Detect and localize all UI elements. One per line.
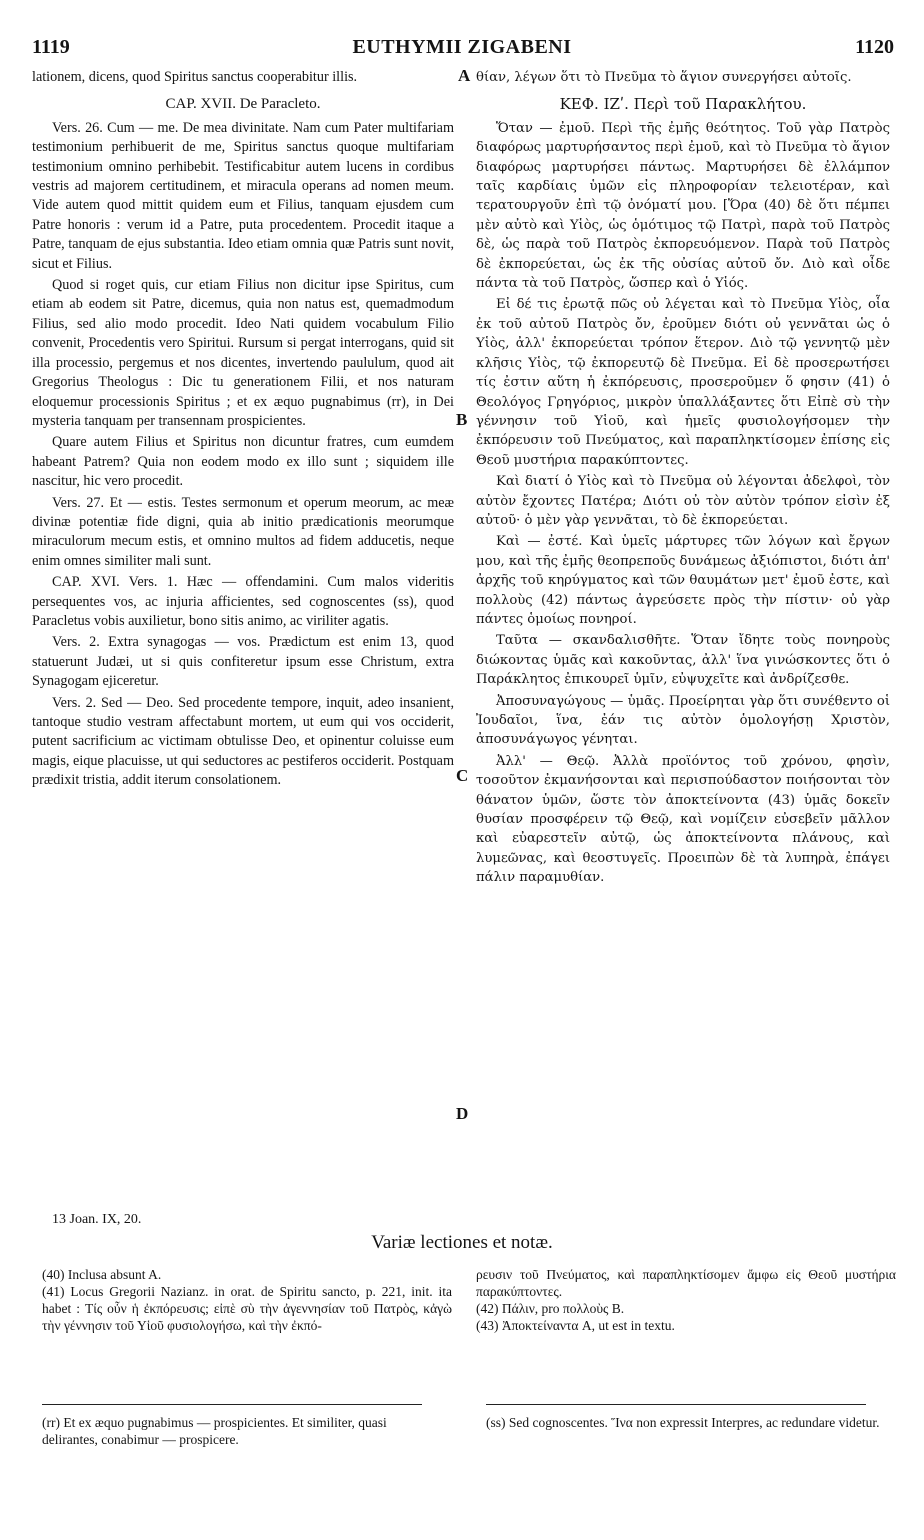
notes-heading: Variæ lectiones et notæ. (371, 1232, 553, 1253)
greek-para-0: θίαν, λέγων ὅτι τὸ Πνεῦμα τὸ ἅγιον συνεργήσει αὐτοῖς. (476, 70, 852, 85)
latin-chapter-heading: CAP. XVII. De Paracleto. (165, 96, 321, 113)
section-marker-b: B (456, 410, 468, 429)
greek-para-3: Καὶ διατί ὁ Υἱὸς καὶ τὸ Πνεῦμα οὐ λέγονται ἀδελφοὶ, τὸν αὐτὸν ἔχοντες Πατέρα; Διότι οὐ τὸν αὐτὸν τρόπον εἰσὶν ἐξ αὐτοῦ· ὁ μὲν γὰρ γεννᾶται, τὸ δὲ ἐκπορεύεται. (476, 474, 890, 528)
notes-left-column (42, 1266, 452, 1334)
greek-para-2: Εἰ δέ τις ἐρωτᾷ πῶς οὐ λέγεται καὶ τὸ Πνεῦμα Υἱὸς, οἷα ἐκ τοῦ αὐτοῦ Πατρὸς ὄν, ἐροῦμεν διότι οὐ γεννᾶται ὡς ὁ Υἱὸς, ἀλλ' ἐκπορεύεται τρόπον ἕτερον. Διὸ τῷ γεννητῷ μὲν κλῆσις Υἱὸς, τῷ ἐκπορευτῷ δὲ Πνεῦμα. Εἰ δὲ προσερωτήσει τίς ἐστιν αὕτη ἡ ἐκπόρευσις, προσεροῦμεν ὅ φησιν (41) ὁ Θεολόγος Γρηγόριος, μικρὸν ὑπαλλάξαντες ὅτι Εἰπὲ σὺ τὴν γέννησιν τοῦ Υἱοῦ, καὶ ἡμεῖς φυσιολογήσομεν τὴν ἐκπόρευσιν τοῦ Πνεύματος, καὶ παραπληκτίσομεν ἐπίσης εἰς Θεοῦ μυστήρια παρακύπτοντες. (476, 297, 890, 468)
note-40: (40) Inclusa absunt A. (42, 1267, 162, 1282)
greek-para-1: Ὅταν — ἐμοῦ. Περὶ τῆς ἐμῆς θεότητος. Τοῦ γὰρ Πατρὸς διαφόρως μαρτυρήσαντος περὶ ἐμοῦ, καὶ τὸ Πνεῦμα τὸ ἅγιον διαφόρως μαρτυρήσει πάντως. Μαρτυρήσει δὲ ἐλλάμπον ταῖς καρδίαις ὑμῶν εἰς πληροφορίαν τελειοτέραν, καὶ τερατουργοῦν ἐπὶ τῷ ὀνόματί μου. [Ὅρα (40) δὲ ὅτι πέμπει μὲν αὐτὸ καὶ Υἱὸς, ὡς ὁμότιμος τῷ Πατρὶ, παρὰ τοῦ Πατρὸς δὲ, ὡς παρὰ τοῦ Πατρὸς ἐκπορευόμενον. Παρὰ τοῦ Πατρὸς δὲ ἐκπορεύεται, ὡς ἐκ τῆς οὐσίας αὐτοῦ ὄν. Διὸ καὶ οἶδε πάντα τὰ τοῦ Πατρὸς, ὥσπερ καὶ ὁ Υἱός. (476, 120, 890, 292)
section-marker-c: C (456, 766, 469, 785)
footnote-ss: (ss) Sed cognoscentes. Ἵνα non expressit Interpres, ac redundare videtur. (486, 1415, 880, 1430)
footnote-rr: (rr) Et ex æquo pugnabimus — prospicientes. Et similiter, quasi delirantes, conabimur — prospicere. (42, 1415, 387, 1447)
latin-para-5: CAP. XVI. Vers. 1. Hæc — offendamini. Cum malos videritis persequentes vos, ac injuria afficientes, sed cognoscentes (ss), quod Paracletus vobis auxilietur, bono sitis animo, ac viriliter agatis. (32, 574, 454, 629)
latin-column (32, 68, 454, 793)
note-42: (42) Πάλιν, pro πολλοὺς B. (476, 1301, 625, 1316)
latin-para-2: Quod si roget quis, cur etiam Filius non dicitur ipse Spiritus, cum etiam ab eodem sit Patre, dicemus, quia non natus est, quemadmodum Filius, sed alio modo procedit. Ideo Nati quidem vocabulum Filio convenit, Procedentis vero Spiritui. Rursum si pergat interrogans, quid sit illa processio, pergemus et nos dicentes, invertendo paululum, quod ait Gregorius Theologus : Dic tu generationem Filii, et nos naturam eloquemur processionis Spiritus ; et ex æquo pugnabimus (rr), in Dei mysteria tanquam per transennam prospicientes. (32, 277, 454, 429)
footnote-divider-left (42, 1404, 422, 1405)
note-41-continued: ρευσιν τοῦ Πνεύματος, καὶ παραπληκτίσομεν ἄμφω εἰς Θεοῦ μυστήρια παρακύπτοντες. (476, 1267, 896, 1299)
greek-column (476, 68, 890, 890)
greek-para-4: Καὶ — ἐστέ. Καὶ ὑμεῖς μάρτυρες τῶν λόγων καὶ ἔργων μου, καὶ τῆς ἐμῆς θεοπρεποῦς δυνάμεως ἀξιόπιστοι, διότι ἀπ' ἀρχῆς τοῦ κηρύγματος καὶ τῶν θαυμάτων μετ' ἐμοῦ ἐστε, καὶ πολλοὺς (42) πάντως ἀγρεύσετε πρὸς τὴν πίστιν· οὐ γὰρ πάντες ὁμοίως πονηροί. (476, 534, 890, 627)
section-marker-a: A (458, 66, 471, 85)
greek-para-5: Ταῦτα — σκανδαλισθῆτε. Ὅταν ἴδητε τοὺς πονηροὺς διώκοντας ὑμᾶς καὶ κακοῦντας, ἀλλ' ἵνα γινώσκοντες ὅτι ὁ Παράκλητος ἐπικουρεῖ ὑμῖν, εὐψυχεῖτε καὶ ἀνδρίζεσθε. (476, 633, 890, 688)
scripture-footnote: 13 Joan. IX, 20. (52, 1212, 142, 1227)
page-number-left: 1119 (32, 36, 70, 58)
page-number-right: 1120 (855, 36, 894, 58)
page-header (0, 30, 924, 60)
latin-para-6: Vers. 2. Extra synagogas — vos. Prædictum est enim 13, quod statuerunt Judæi, ut si quis confiteretur ipsum esse Christum, extra Synagogam ejiceretur. (32, 634, 454, 690)
latin-para-0: lationem, dicens, quod Spiritus sanctus cooperabitur illis. (32, 69, 358, 85)
latin-para-4: Vers. 27. Et — estis. Testes sermonum et operum meorum, ac meæ divinæ potentiæ fide digni, quia ab initio prædicationis meorumque miraculorum mecum estis, et omnino multos ad fidem adducetis, neque enim omnes similiter mali sunt. (32, 494, 454, 569)
latin-para-3: Quare autem Filius et Spiritus non dicuntur fratres, cum eumdem habeant Patrem? Quia non eodem modo ex illo sunt ; siquidem ille nascitur, hic vero procedit. (32, 434, 454, 490)
greek-para-7: Ἀλλ' — Θεῷ. Ἀλλὰ προϊόντος τοῦ χρόνου, φησὶν, τοσοῦτον ἐκμανήσονται καὶ περισπούδαστον ποιήσονται τὸν θάνατον ὑμῶν, ὥστε τὸν ἀποκτείνοντα (43) ὑμᾶς δοκεῖν θυσίαν προσφέρειν τῷ Θεῷ, καὶ νομίζειν εὐσεβεῖν μᾶλλον καὶ εὐαρεστεῖν αὐτῷ, ὡς ἀποκτείνοντα πλάνους, καὶ λυμεῶνας, καὶ θεοστυγεῖς. Προειπὼν δὲ τὰ λυπηρὰ, ἐπάγει πάλιν παραμυθίαν. (476, 753, 890, 886)
latin-para-7: Vers. 2. Sed — Deo. Sed procedente tempore, inquit, adeo insanient, tantoque studio vestram affectabunt mortem, ut eum qui vos occiderit, putent sacrificium ac victimam obtulisse Deo, et opinentur coluisse eum magis, eique placuisse, ut qui seductores ac pestiferos occiderit. Postquam prædixit tristia, addit iterum consolationem. (32, 694, 454, 789)
latin-para-1: Vers. 26. Cum — me. De mea divinitate. Nam cum Pater multifariam testimonium perhibuerit de me, Spiritus sanctus quoque multifariam testimonium omnino perhibebit. Testificabitur autem lucens in cordibus vestris ad majorem certitudinem, et miracula operans ad nomen meum. Vide autem quod mittit quidem eum et Filius, tanquam ejusdem cum Patre honoris : verum id a Patre, puta procedentem. Procedit itaque a Patre, tanquam de ejus substantia. Ideo etiam omnia quæ Patris sunt novit, sicut et Filius. (32, 119, 454, 272)
footnote-divider-right (486, 1404, 866, 1405)
running-title: EUTHYMII ZIGABENI (352, 36, 572, 58)
note-41: (41) Locus Gregorii Nazianz. in orat. de Spiritu sancto, p. 221, init. ita habet : Τίς οὖν ἡ ἐκπόρευσις; εἰπὲ σὺ τὴν ἀγεννησίαν τοῦ Πατρὸς, κἀγὼ τὴν γέννησιν τοῦ Υἱοῦ φυσιολογήσω, καὶ τὴν ἐκπό- (42, 1284, 452, 1333)
notes-right-column (476, 1266, 896, 1334)
note-43: (43) Ἀποκτείναντα A, ut est in textu. (476, 1318, 675, 1333)
section-marker-d: D (456, 1104, 469, 1123)
greek-chapter-heading: ΚΕΦ. ΙΖʹ. Περὶ τοῦ Παρακλήτου. (559, 95, 807, 114)
greek-para-6: Ἀποσυναγώγους — ὑμᾶς. Προείρηται γὰρ ὅτι συνέθεντο οἱ Ἰουδαῖοι, ἵνα, ἐάν τις αὐτὸν ὁμολογήσῃ Χριστὸν, ἀποσυνάγωγος γένηται. (476, 693, 890, 748)
